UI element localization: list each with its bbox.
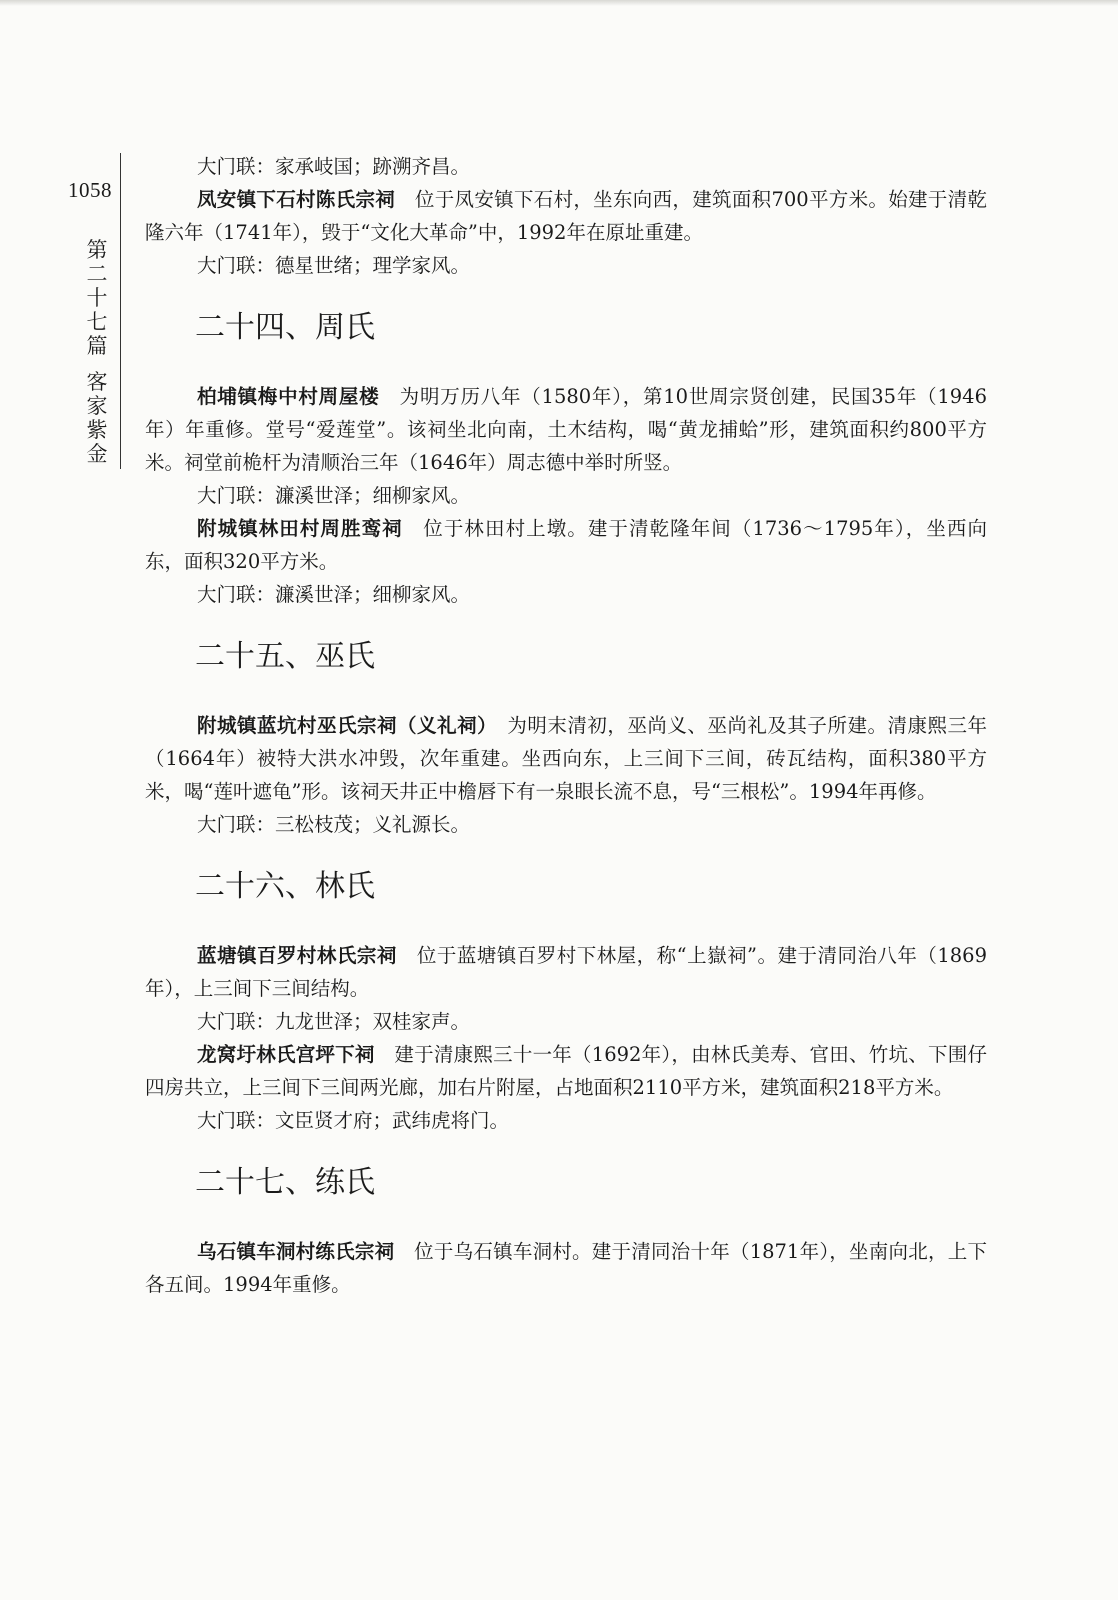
entry-title: 柏埔镇梅中村周屋楼 [197, 385, 380, 408]
section-heading-wu: 二十五、巫氏 [195, 639, 375, 674]
ancestral-hall-entry: 龙窝圩林氏宫坪下祠 建于清康熙三十一年（1692年），由林氏美寿、官田、竹坑、下围仔四房共立，上三间下三间两光廊，加右片附屋，占地面积2110平方米，建筑面积218平方米。 [145, 1043, 987, 1099]
section-heading-lian: 二十七、练氏 [195, 1165, 375, 1200]
ancestral-hall-entry: 凤安镇下石村陈氏宗祠 位于凤安镇下石村，坐东向西，建筑面积700平方米。始建于清乾隆六年（1741年），毁于“文化大革命”中，1992年在原址重建。 [145, 188, 987, 244]
entry-title: 附城镇林田村周胜鸾祠 [197, 517, 403, 540]
scan-top-edge [0, 0, 1118, 6]
page-number: 1058 [68, 178, 112, 202]
running-header-char: 二 [86, 262, 108, 286]
page-body [145, 150, 987, 1301]
running-header-char: 篇 [86, 334, 108, 358]
entry-title: 蓝塘镇百罗村林氏宗祠 [197, 944, 397, 967]
couplet-paragraph: 大门联：九龙世泽；双桂家声。 [197, 1010, 471, 1033]
running-header-char: 紫 [86, 418, 108, 442]
ancestral-hall-entry: 附城镇林田村周胜鸾祠 位于林田村上墩。建于清乾隆年间（1736～1795年），坐西向东，面积320平方米。 [145, 517, 987, 573]
entry-title: 乌石镇车洞村练氏宗祠 [197, 1240, 395, 1263]
entry-title: 凤安镇下石村陈氏宗祠 [197, 188, 396, 211]
section-heading-lin: 二十六、林氏 [195, 869, 375, 904]
couplet-paragraph: 大门联：德星世绪；理学家风。 [197, 254, 471, 277]
couplet-paragraph: 大门联：家承岐国；跡溯齐昌。 [197, 155, 471, 178]
entry-title: 龙窝圩林氏宫坪下祠 [197, 1043, 375, 1066]
running-header-char: 第 [86, 238, 108, 262]
couplet-paragraph: 大门联：文臣贤才府；武纬虎将门。 [197, 1109, 510, 1132]
couplet-paragraph: 大门联：三松枝茂；义礼源长。 [197, 813, 471, 836]
running-header-char: 家 [86, 394, 108, 418]
running-header-char: 七 [86, 310, 108, 334]
section-heading-zhou: 二十四、周氏 [195, 310, 375, 345]
running-header-gap [84, 358, 110, 370]
margin-divider [120, 153, 121, 469]
running-header-char: 十 [86, 286, 108, 310]
ancestral-hall-entry: 附城镇蓝坑村巫氏宗祠（义礼祠） 为明末清初，巫尚义、巫尚礼及其子所建。清康熙三年（1664年）被特大洪水冲毁，次年重建。坐西向东，上三间下三间，砖瓦结构，面积380平方米，喝“莲叶遮龟”形。该祠天井正中檐唇下有一泉眼长流不息，号“三根松”。1994年再修。 [145, 714, 987, 803]
ancestral-hall-entry: 蓝塘镇百罗村林氏宗祠 位于蓝塘镇百罗村下林屋，称“上嶽祠”。建于清同治八年（1869年），上三间下三间结构。 [145, 944, 987, 1000]
ancestral-hall-entry: 乌石镇车洞村练氏宗祠 位于乌石镇车洞村。建于清同治十年（1871年），坐南向北，上下各五间。1994年重修。 [145, 1240, 987, 1296]
couplet-paragraph: 大门联：濂溪世泽；细柳家风。 [197, 484, 471, 507]
ancestral-hall-entry: 柏埔镇梅中村周屋楼 为明万历八年（1580年），第10世周宗贤创建，民国35年（1946年）年重修。堂号“爱莲堂”。该祠坐北向南，土木结构，喝“黄龙捕蛤”形，建筑面积约800平方米。祠堂前桅杆为清顺治三年（1646年）周志德中举时所竖。 [145, 385, 987, 474]
running-header-char: 金 [86, 442, 108, 466]
entry-title: 附城镇蓝坑村巫氏宗祠（义礼祠） [197, 714, 488, 737]
couplet-paragraph: 大门联：濂溪世泽；细柳家风。 [197, 583, 471, 606]
running-header-char: 客 [86, 370, 108, 394]
running-header-vertical [84, 238, 110, 466]
